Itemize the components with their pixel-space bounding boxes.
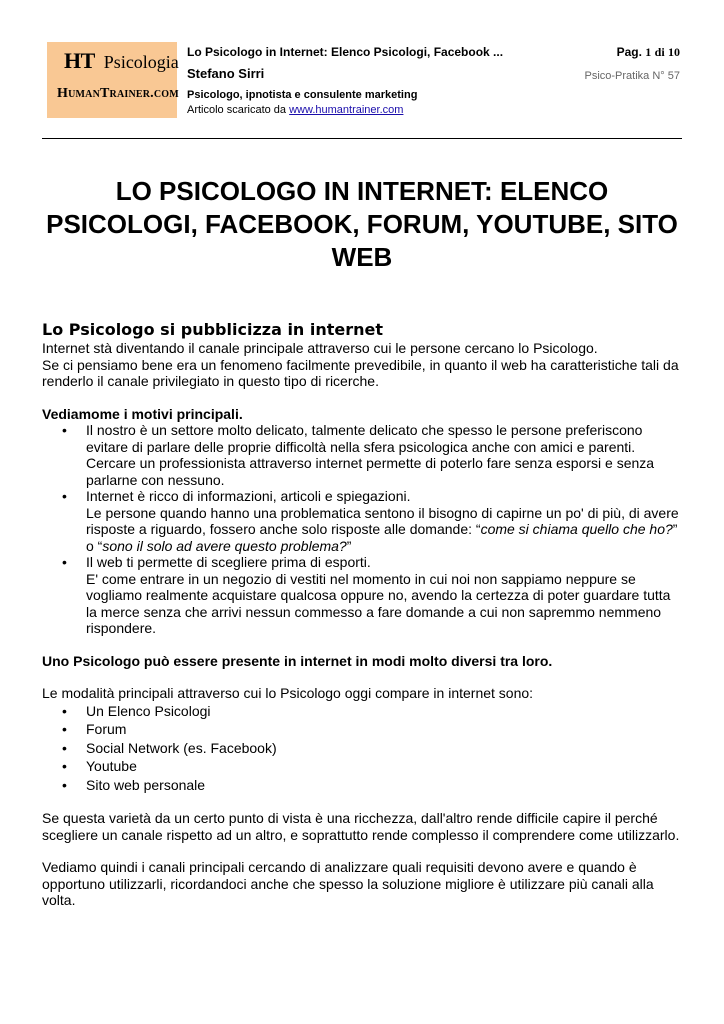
list-item bbox=[42, 739, 682, 758]
page-current: 1 bbox=[645, 45, 652, 59]
page-label: Pag. bbox=[616, 45, 642, 59]
bullet-icon: • bbox=[62, 776, 67, 793]
list-item bbox=[42, 720, 682, 739]
header-divider bbox=[42, 138, 682, 139]
section-heading: Lo Psicologo si pubblicizza in internet bbox=[42, 320, 384, 339]
bullet-icon: • bbox=[62, 422, 67, 438]
list-item bbox=[42, 488, 682, 554]
bullet-icon: • bbox=[62, 758, 67, 774]
header-title: Lo Psicologo in Internet: Elenco Psicologi, Facebook ... bbox=[187, 45, 504, 59]
issue-number: Psico-Pratika N° 57 bbox=[584, 70, 680, 82]
page-number bbox=[585, 45, 681, 60]
motive-2-text: Internet è ricco di informazioni, articoli e spiegazioni. bbox=[86, 488, 411, 504]
list-item bbox=[42, 422, 682, 488]
motive-2-end: ” bbox=[346, 537, 352, 554]
logo-ht-text: HT bbox=[64, 48, 95, 73]
channel-elenco: Un Elenco Psicologi bbox=[86, 702, 211, 719]
motive-2-question-1: come si chiama quello che ho? bbox=[480, 521, 673, 537]
bullet-icon: • bbox=[62, 702, 67, 719]
modalities-intro: Le modalità principali attraverso cui lo Psicologo oggi compare in internet sono: bbox=[42, 685, 534, 701]
list-item bbox=[42, 702, 682, 721]
logo-psicologia-text: Psicologia bbox=[103, 52, 179, 72]
bullet-icon: • bbox=[62, 488, 67, 504]
motives-list bbox=[42, 422, 682, 637]
motive-2-mid: ” o “ bbox=[86, 521, 678, 554]
document-title: LO PSICOLOGO IN INTERNET: ELENCO PSICOLOGI, FACEBOOK, FORUM, YOUTUBE, SITO WEB bbox=[46, 176, 678, 272]
final-paragraph: Vediamo quindi i canali principali cercando di analizzare quali requisiti devono avere e quando è opportuno utilizzarli, ricordandoci anche che spesso la soluzione migliore è utilizzare più canali alla volta. bbox=[42, 859, 654, 908]
motive-2-question-2: sono il solo ad avere questo problema? bbox=[102, 537, 347, 554]
motive-1-text: Il nostro è un settore molto delicato, talmente delicato che spesso le persone preferiscono evitare di parlare delle proprie difficoltà nella sfera psicologica anche con amici e parenti. bbox=[86, 422, 643, 455]
motive-3-detail: E' come entrare in un negozio di vestiti nel momento in cui noi non sappiamo neppure se vogliamo realmente acquistare qualcosa oppure no, avendo la certezza di poter guardare tutta la merce senza che arrivi nessun commesso a fare domande a cui non sapremmo nemmeno rispondere. bbox=[86, 570, 671, 636]
list-item bbox=[42, 776, 682, 795]
motive-3-text: Il web ti permette di scegliere prima di esporti. bbox=[86, 554, 371, 570]
humantrainer-link[interactable]: www.humantrainer.com bbox=[289, 104, 404, 116]
bullet-icon: • bbox=[62, 739, 67, 756]
variety-paragraph: Se questa varietà da un certo punto di vista è una ricchezza, dall'altro rende difficile capire il perché scegliere un canale rispetto ad un altro, e soprattutto rende complesso il comprendere come utilizzarlo. bbox=[42, 810, 680, 843]
motives-heading: Vediamome i motivi principali. bbox=[42, 405, 243, 422]
intro-paragraph-2: Se ci pensiamo bene era un fenomeno facilmente prevedibile, in quanto il web ha caratteristiche tali da renderlo il canale privilegiato in questo tipo di ricerche. bbox=[42, 356, 679, 389]
header-info bbox=[187, 45, 503, 116]
header-role: Psicologo, ipnotista e consulente marketing bbox=[187, 89, 418, 101]
bullet-icon: • bbox=[62, 721, 67, 737]
list-item bbox=[42, 757, 682, 776]
header-author: Stefano Sirri bbox=[187, 66, 265, 81]
article-body bbox=[42, 319, 682, 909]
page-of: di bbox=[654, 45, 665, 59]
page-total: 10 bbox=[668, 45, 680, 59]
logo-site-text: HumanTrainer.com bbox=[57, 86, 179, 101]
header-page-info bbox=[585, 45, 681, 82]
motive-1-detail: Cercare un professionista attraverso internet permette di poterlo fare senza esporsi e senza parlarne con nessuno. bbox=[86, 455, 655, 488]
motive-2-detail bbox=[86, 505, 682, 555]
motive-2-lead: Le persone quando hanno una problematica sentono il bisogno di capirne un po' di più, di avere risposte a riguardo, fossero anche solo risposte alle domande: “ bbox=[86, 504, 679, 537]
channel-youtube: Youtube bbox=[86, 758, 137, 774]
channel-website: Sito web personale bbox=[86, 776, 206, 793]
bullet-icon: • bbox=[62, 554, 67, 570]
channels-list bbox=[42, 702, 682, 795]
article-source-prefix: Articolo scaricato da bbox=[187, 104, 290, 116]
presence-heading: Uno Psicologo può essere presente in internet in modi molto diversi tra loro. bbox=[42, 652, 553, 669]
list-item bbox=[42, 554, 682, 637]
header-article-source bbox=[187, 104, 503, 116]
channel-social: Social Network (es. Facebook) bbox=[86, 739, 277, 756]
channel-forum: Forum bbox=[86, 721, 127, 737]
intro-paragraph-1: Internet stà diventando il canale principale attraverso cui le persone cercano lo Psicologo. bbox=[42, 340, 598, 356]
humantrainer-logo bbox=[47, 42, 177, 118]
